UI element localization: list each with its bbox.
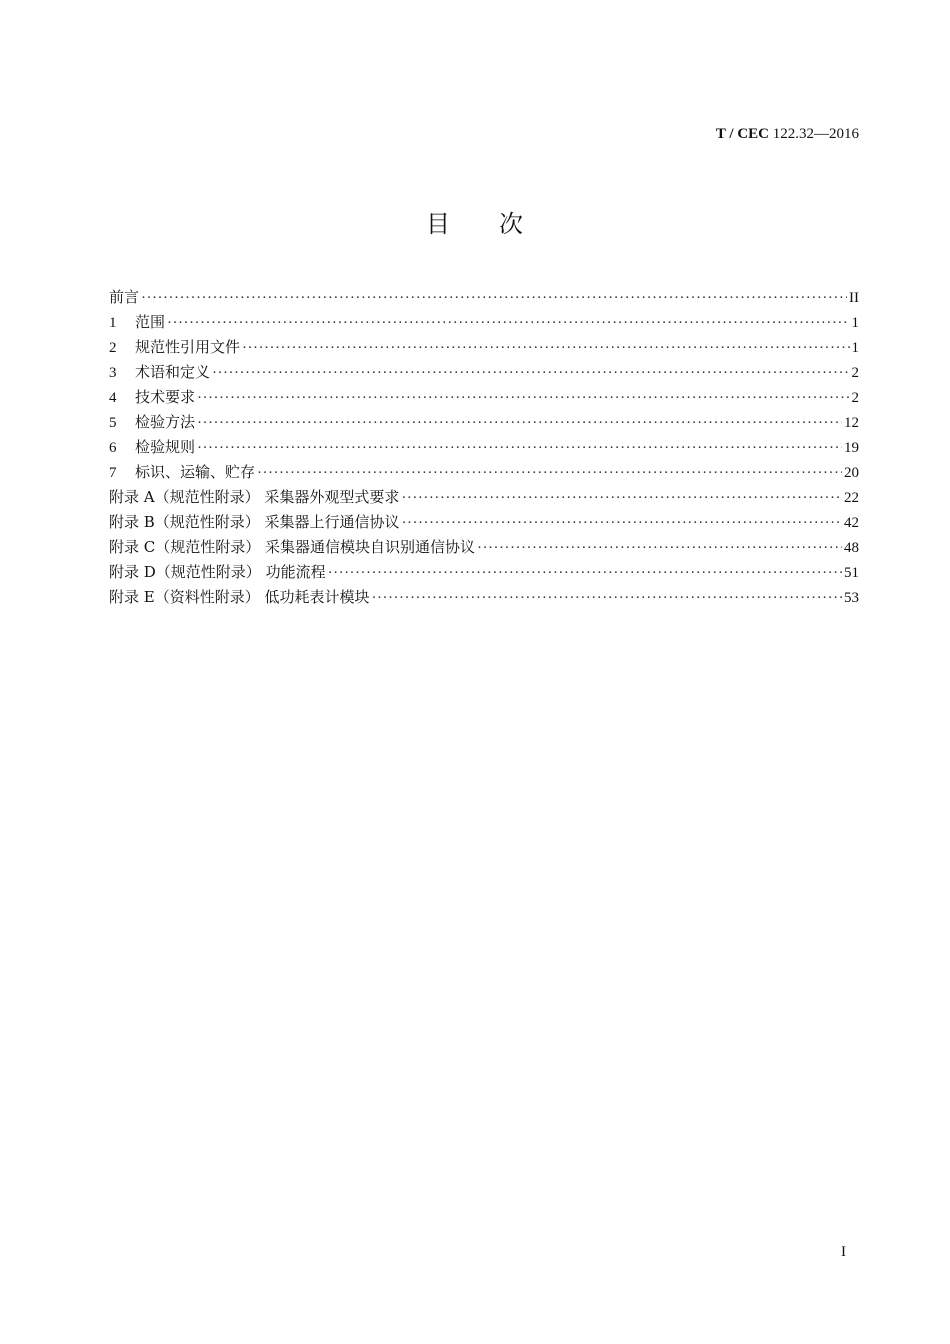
- toc-label: 附录 C（规范性附录） 采集器通信模块自识别通信协议: [109, 538, 476, 556]
- toc-entry-6[interactable]: [109, 435, 859, 460]
- toc-entry-7[interactable]: [109, 460, 859, 485]
- toc-entry-appendix-e[interactable]: [109, 585, 859, 610]
- toc-entry-appendix-b[interactable]: [109, 510, 859, 535]
- standard-prefix: T / CEC: [715, 126, 769, 142]
- toc-label: 附录 A（规范性附录） 采集器外观型式要求: [109, 488, 400, 506]
- toc-section-number: 3: [109, 365, 117, 381]
- toc-page-number: 2: [851, 365, 859, 381]
- toc-page-number: 12: [844, 415, 859, 431]
- toc-leader-dots: [328, 561, 842, 586]
- toc-section-number: 1: [109, 315, 117, 331]
- page-title: [0, 204, 950, 239]
- toc-entry-5[interactable]: [109, 410, 859, 435]
- toc-section-number: 7: [109, 465, 117, 481]
- toc-page-number: 1: [851, 315, 859, 331]
- toc-section-number: 5: [109, 415, 117, 431]
- toc-page-number: 2: [851, 390, 859, 406]
- toc-leader-dots: [167, 311, 849, 336]
- toc-leader-dots: [197, 386, 849, 411]
- toc-page-number: 51: [844, 565, 859, 581]
- toc-label: 规范性引用文件: [135, 338, 241, 356]
- toc-entry-1[interactable]: [109, 310, 859, 335]
- toc-page-number: 20: [844, 465, 859, 481]
- toc-entry-appendix-c[interactable]: [109, 535, 859, 560]
- toc-entry-3[interactable]: [109, 360, 859, 385]
- toc-page-number: 22: [844, 490, 859, 506]
- toc-label: 附录 B（规范性附录） 采集器上行通信协议: [109, 513, 400, 531]
- toc-page-number: 42: [844, 515, 859, 531]
- toc-label: 范围: [135, 313, 166, 331]
- toc-entry-foreword[interactable]: [109, 285, 859, 310]
- toc-leader-dots: [141, 286, 847, 311]
- toc-label: 前言: [109, 288, 140, 306]
- standard-code: [716, 126, 859, 143]
- toc-entry-2[interactable]: [109, 335, 859, 360]
- toc-section-number: 4: [109, 390, 117, 406]
- toc-label: 技术要求: [135, 388, 196, 406]
- table-of-contents: [109, 285, 859, 610]
- toc-page-number: 19: [844, 440, 859, 456]
- toc-leader-dots: [401, 486, 842, 511]
- toc-section-number: 2: [109, 340, 117, 356]
- toc-label: 检验方法: [135, 413, 196, 431]
- toc-leader-dots: [477, 536, 842, 561]
- title-char-2: 次: [499, 210, 524, 238]
- toc-page-number: 53: [844, 590, 859, 606]
- standard-number: 122.32—2016: [769, 126, 859, 142]
- toc-label: 附录 E（资料性附录） 低功耗表计模块: [109, 588, 370, 606]
- page-number: I: [841, 1244, 846, 1260]
- toc-leader-dots: [257, 461, 842, 486]
- toc-leader-dots: [372, 586, 843, 611]
- toc-page-number: 1: [851, 340, 859, 356]
- toc-page-number: 48: [844, 540, 859, 556]
- toc-leader-dots: [242, 336, 849, 361]
- toc-label: 检验规则: [135, 438, 196, 456]
- toc-label: 术语和定义: [135, 363, 211, 381]
- toc-entry-appendix-d[interactable]: [109, 560, 859, 585]
- toc-page-number: II: [849, 290, 859, 306]
- toc-label: 标识、运输、贮存: [135, 463, 256, 481]
- title-char-1: 目: [426, 210, 451, 238]
- toc-entry-4[interactable]: [109, 385, 859, 410]
- toc-entry-appendix-a[interactable]: [109, 485, 859, 510]
- toc-section-number: 6: [109, 440, 117, 456]
- toc-leader-dots: [212, 361, 849, 386]
- toc-leader-dots: [197, 411, 842, 436]
- toc-label: 附录 D（规范性附录） 功能流程: [109, 563, 326, 581]
- toc-leader-dots: [197, 436, 842, 461]
- toc-leader-dots: [402, 511, 842, 536]
